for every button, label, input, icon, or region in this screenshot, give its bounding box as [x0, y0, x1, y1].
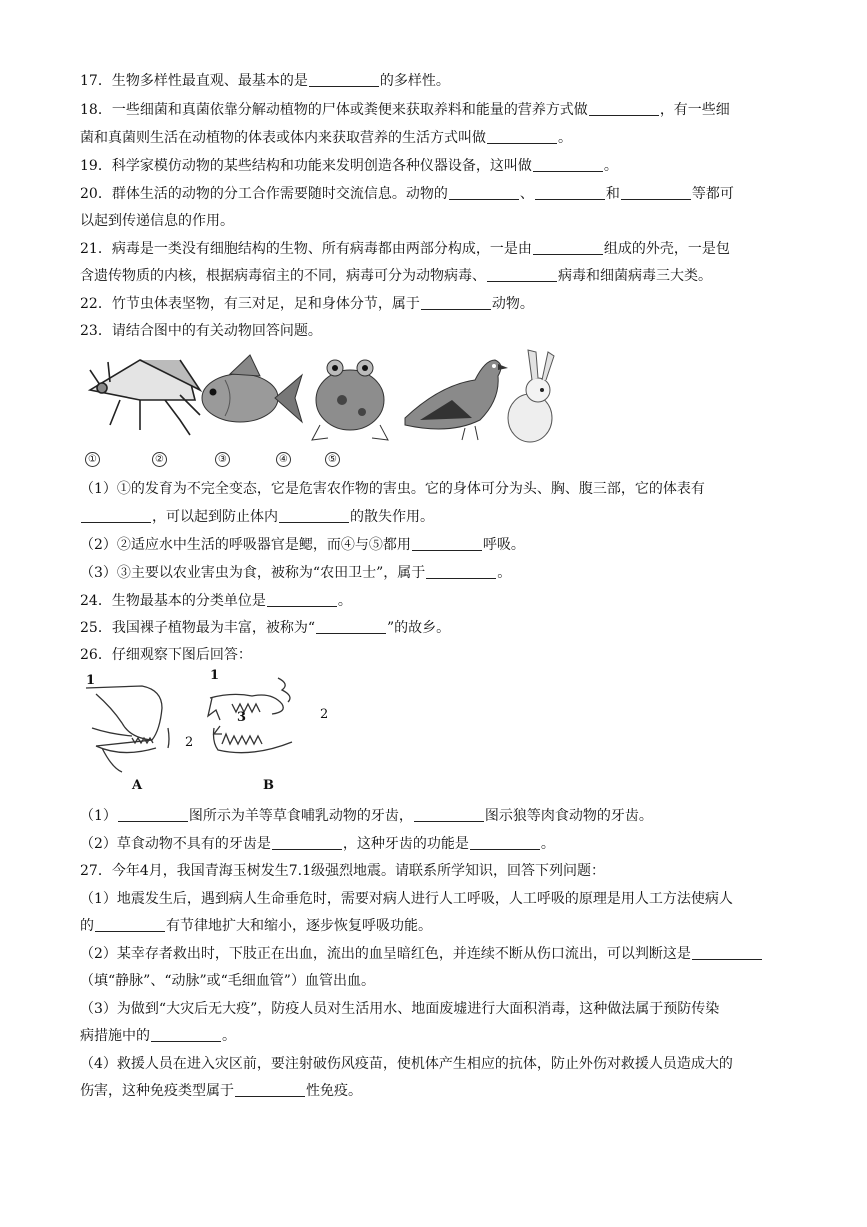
question-18 — [80, 100, 730, 120]
q24-text-end: 。 — [337, 593, 352, 609]
answer-blank[interactable] — [151, 1027, 221, 1042]
q20-text: 20．群体生活的动物的分工合作需要随时交流信息。动物的 — [80, 186, 448, 202]
q26-p2-text: （2）草食动物不具有的牙齿是 — [80, 836, 271, 852]
answer-blank[interactable] — [426, 564, 496, 579]
answer-blank[interactable] — [533, 157, 603, 172]
fig-b-caption: B — [263, 778, 274, 793]
answer-blank[interactable] — [309, 72, 379, 87]
q24-text: 24．生物最基本的分类单位是 — [80, 593, 266, 609]
fish-illustration — [202, 355, 302, 422]
answer-blank[interactable] — [81, 508, 151, 523]
answer-blank[interactable] — [470, 835, 540, 850]
rabbit-illustration — [508, 350, 554, 442]
question-21-line-2 — [80, 266, 712, 286]
grasshopper-illustration — [90, 360, 200, 435]
q27-p1-prefix: 的 — [80, 918, 94, 934]
q27-p4-end: 性免疫。 — [306, 1083, 362, 1099]
q23-p2-end: 呼吸。 — [482, 537, 525, 553]
q27-p1-end: 有节律地扩大和缩小，逐步恢复呼吸功能。 — [166, 918, 432, 934]
q27-title: 27．今年4月，我国青海玉树发生7.1级强烈地震。请联系所学知识，回答下列问题： — [80, 863, 605, 879]
question-27-title — [80, 861, 605, 881]
q22-text: 22．竹节虫体表坚物，有三对足，足和身体分节，属于 — [80, 296, 420, 312]
q22-text-end: 动物。 — [491, 296, 534, 312]
q18-text: 18．一些细菌和真菌依靠分解动植物的尸体或粪便来获取养料和能量的营养方式做 — [80, 102, 588, 118]
label-animal-1: ① — [85, 451, 100, 467]
label-animal-3: ③ — [215, 451, 230, 467]
answer-blank[interactable] — [533, 240, 603, 255]
q21-text-end: 病毒和细菌病毒三大类。 — [558, 268, 712, 284]
question-25 — [80, 618, 450, 638]
question-27-part-4 — [80, 1054, 733, 1074]
q27-p3-end: 。 — [222, 1028, 236, 1044]
q27-p4-prefix: 伤害，这种免疫类型属于 — [80, 1083, 234, 1099]
question-27-part-2-line-2 — [80, 971, 375, 991]
question-27-part-3-line-2 — [80, 1026, 236, 1046]
q27-p3-text: （3）为做到“大灾后无大疫”，防疫人员对生活用水、地面废墟进行大面积消毒，这种做法属于预防传染 — [80, 1001, 720, 1017]
q20-sep-2: 和 — [605, 186, 620, 202]
answer-blank[interactable] — [235, 1082, 305, 1097]
q18-text-mid: ，有一些细 — [659, 102, 730, 118]
question-20-line-2 — [80, 211, 234, 231]
answer-blank[interactable] — [421, 295, 491, 310]
answer-blank[interactable] — [316, 619, 386, 634]
answer-blank[interactable] — [95, 917, 165, 932]
question-27-part-2 — [80, 944, 763, 964]
q26-title: 26．仔细观察下图后回答： — [80, 647, 252, 663]
q25-text-end: ”的故乡。 — [386, 620, 451, 636]
q21-text-2: 含遗传物质的内核，根据病毒宿主的不同，病毒可分为动物病毒、 — [80, 268, 486, 284]
answer-blank[interactable] — [272, 835, 342, 850]
q26-p1-prefix: （1） — [80, 808, 117, 824]
question-27-part-1 — [80, 889, 733, 909]
skull-a-illustration — [86, 686, 169, 772]
q25-text: 25．我国裸子植物最为丰富，被称为“ — [80, 620, 315, 636]
fig-b-label-2: 2 — [320, 707, 329, 722]
question-23-title — [80, 321, 322, 341]
q26-p1-end: 图示狼等肉食动物的牙齿。 — [484, 808, 653, 824]
q26-p2-end: 。 — [540, 836, 555, 852]
q23-p1-end: 的散失作用。 — [350, 509, 434, 525]
answer-blank[interactable] — [621, 185, 691, 200]
q27-p3-prefix: 病措施中的 — [80, 1028, 150, 1044]
answer-blank[interactable] — [118, 807, 188, 822]
q23-p1-mid: ，可以起到防止体内 — [152, 509, 278, 525]
answer-blank[interactable] — [487, 129, 557, 144]
question-19 — [80, 156, 618, 176]
fig-b-label-3: 3 — [237, 710, 247, 725]
frog-illustration — [312, 360, 388, 440]
q21-text: 21．病毒是一类没有细胞结构的生物、所有病毒都由两部分构成，一是由 — [80, 241, 532, 257]
answer-blank[interactable] — [449, 185, 519, 200]
q17-text: 17．生物多样性最直观、最基本的是 — [80, 73, 308, 89]
q23-p2-text: （2）②适应水中生活的呼吸器官是鳃，而④与⑤都用 — [80, 537, 411, 553]
q20-text-end: 等都可 — [691, 186, 734, 202]
label-animal-2: ② — [152, 451, 167, 467]
answer-blank[interactable] — [279, 508, 349, 523]
label-animal-5: ⑤ — [325, 451, 340, 467]
q26-p1-mid: 图所示为羊等草食哺乳动物的牙齿， — [188, 808, 413, 824]
question-18-line-2 — [80, 128, 572, 148]
fig-a-label-1: 1 — [86, 673, 96, 688]
q19-text-end: 。 — [603, 158, 618, 174]
q20-text-2: 以起到传递信息的作用。 — [80, 213, 234, 229]
question-20 — [80, 184, 734, 204]
q17-text-end: 的多样性。 — [379, 73, 450, 89]
q27-p1-text: （1）地震发生后，遇到病人生命垂危时，需要对病人进行人工呼吸，人工呼吸的原理是用人工方法使病人 — [80, 891, 733, 907]
q18-text-2: 菌和真菌则生活在动植物的体表或体内来获取营养的生活方式叫做 — [80, 130, 486, 146]
answer-blank[interactable] — [487, 267, 557, 282]
teeth-figure — [82, 668, 342, 796]
q23-p3-text: （3）③主要以农业害虫为食，被称为“农田卫士”，属于 — [80, 565, 426, 581]
q26-p2-mid: ，这种牙齿的功能是 — [342, 836, 469, 852]
q23-p1-text: （1）①的发育为不完全变态，它是危害农作物的害虫。它的身体可分为头、胸、腹三部，它的体表有 — [80, 481, 705, 497]
answer-blank[interactable] — [692, 945, 762, 960]
question-26-part-1 — [80, 806, 653, 826]
q23-title: 23．请结合图中的有关动物回答问题。 — [80, 323, 322, 339]
skull-b-illustration — [208, 678, 292, 753]
question-23-part-2 — [80, 535, 525, 555]
fig-a-label-2: 2 — [185, 735, 194, 750]
question-23-part-1-line-2 — [80, 507, 434, 527]
question-23-part-1 — [80, 479, 705, 499]
pigeon-illustration — [405, 360, 508, 440]
question-17 — [80, 71, 450, 91]
question-24 — [80, 591, 352, 611]
q23-p3-end: 。 — [497, 565, 512, 581]
q18-text-end: 。 — [558, 130, 572, 146]
question-21 — [80, 239, 730, 259]
question-27-part-3 — [80, 999, 719, 1019]
q20-sep: 、 — [519, 186, 534, 202]
q21-text-mid: 组成的外壳，一是包 — [603, 241, 730, 257]
label-animal-4: ④ — [276, 451, 291, 467]
question-22 — [80, 294, 534, 314]
question-27-part-4-line-2 — [80, 1081, 362, 1101]
answer-blank[interactable] — [412, 536, 482, 551]
q27-p4-text: （4）救援人员在进入灾区前，要注射破伤风疫苗，使机体产生相应的抗体，防止外伤对救援人员造成大的 — [80, 1056, 733, 1072]
q27-p2-text: （2）某幸存者救出时，下肢正在出血，流出的血呈暗红色，并连续不断从伤口流出，可以判断这是 — [80, 946, 691, 962]
fig-a-caption: A — [132, 778, 143, 793]
answer-blank[interactable] — [589, 101, 659, 116]
question-27-part-1-line-2 — [80, 916, 432, 936]
q19-text: 19．科学家模仿动物的某些结构和功能来发明创造各种仪器设备，这叫做 — [80, 158, 532, 174]
question-26-part-2 — [80, 834, 555, 854]
answer-blank[interactable] — [414, 807, 484, 822]
fig-b-label-1: 1 — [210, 668, 220, 683]
q27-p2-end: （填“静脉”、“动脉”或“毛细血管”）血管出血。 — [80, 973, 375, 989]
question-23-part-3 — [80, 563, 511, 583]
answer-blank[interactable] — [535, 185, 605, 200]
answer-blank[interactable] — [267, 592, 337, 607]
question-26-title — [80, 645, 252, 665]
